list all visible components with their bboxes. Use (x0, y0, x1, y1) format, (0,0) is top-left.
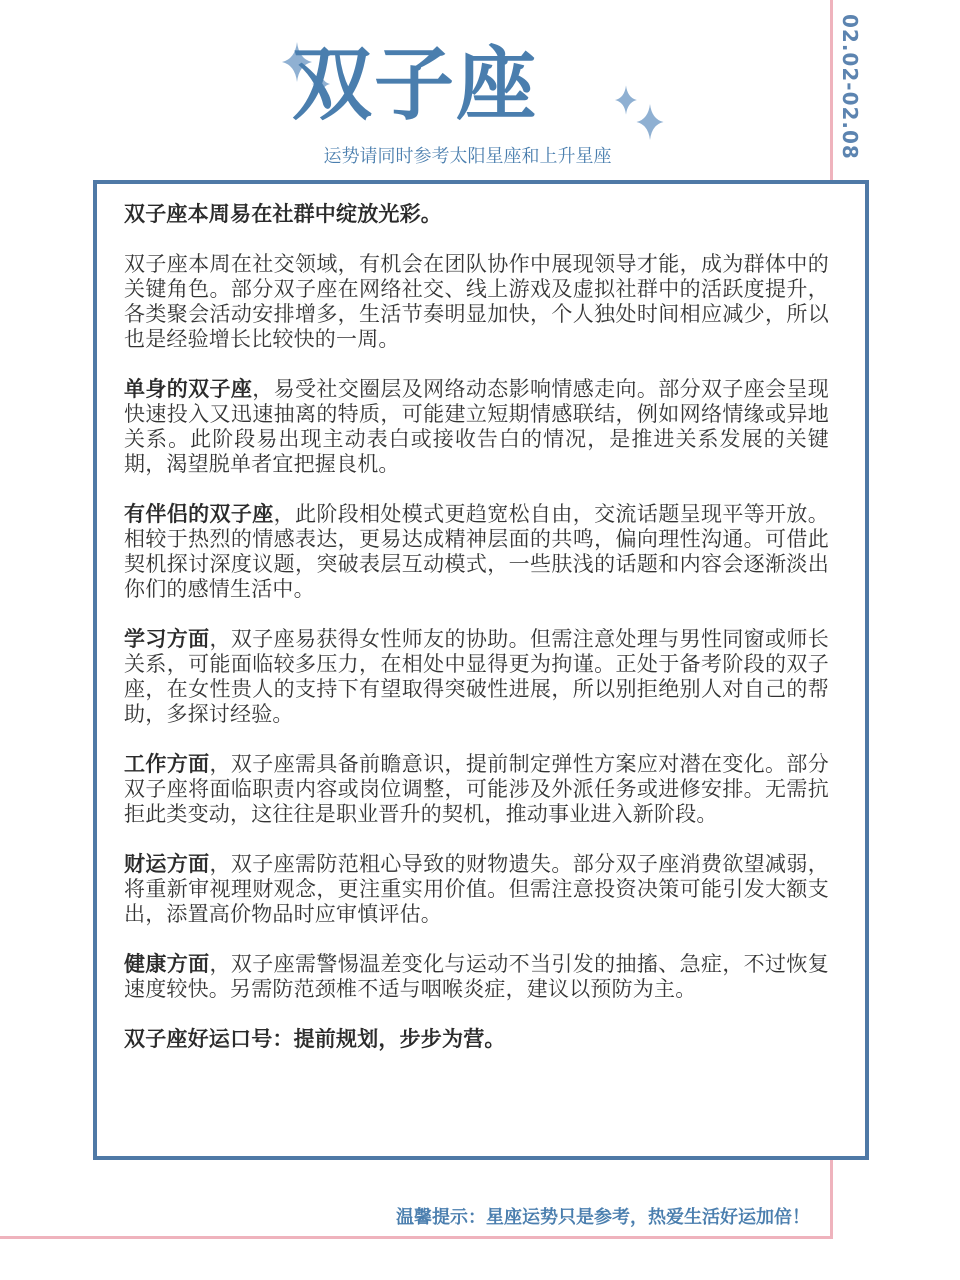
pink-frame-horizontal (0, 1236, 833, 1239)
overview-paragraph: 双子座本周在社交领域，有机会在团队协作中展现领导才能，成为群体中的关键角色。部分双子座在网络社交、线上游戏及虚拟社群中的活跃度提升，各类聚会活动安排增多，生活节奏明显加快，个人独处时间相应减少，所以也是经验增长比较快的一周。 (124, 252, 829, 351)
section-label: 学习方面 (124, 627, 210, 651)
section-wealth: 财运方面，双子座需防范粗心导致的财物遗失。部分双子座消费欲望减弱，将重新审视理财观念，更注重实用价值。但需注意投资决策可能引发大额支出，添置高价物品时应审慎评估。 (124, 852, 829, 926)
date-range: 02.02-02.08 (838, 14, 862, 160)
footer-tip: 温馨提示：星座运势只是参考，热爱生活好运加倍！ (396, 1207, 810, 1228)
section-health: 健康方面，双子座需警惕温差变化与运动不当引发的抽搐、急症，不过恢复速度较快。另需防范颈椎不适与咽喉炎症，建议以预防为主。 (124, 952, 829, 1001)
page-title: 双子座 (292, 38, 538, 131)
section-label: 健康方面 (124, 952, 210, 976)
section-partnered: 有伴侣的双子座，此阶段相处模式更趋宽松自由，交流话题呈现平等开放。相较于热烈的情感表达，更易达成精神层面的共鸣，偏向理性沟通。可借此契机探讨深度议题，突破表层互动模式，一些肤浅的话题和内容会逐渐淡出你们的感情生活中。 (124, 502, 830, 601)
headline: 双子座本周易在社群中绽放光彩。 (124, 202, 442, 226)
section-label: 财运方面 (124, 852, 210, 876)
page-subtitle: 运势请同时参考太阳星座和上升星座 (323, 146, 612, 167)
section-label: 单身的双子座 (124, 377, 253, 401)
section-single: 单身的双子座，易受社交圈层及网络动态影响情感走向。部分双子座会呈现快速投入又迅速抽离的特质，可能建立短期情感联结，例如网络情缘或异地关系。此阶段易出现主动表白或接收告白的情况，是推进关系发展的关键期，渴望脱单者宜把握良机。 (124, 377, 829, 476)
section-work: 工作方面，双子座需具备前瞻意识，提前制定弹性方案应对潜在变化。部分双子座将面临职责内容或岗位调整，可能涉及外派任务或进修安排。无需抗拒此类变动，这往往是职业晋升的契机，推动事业进入新阶段。 (124, 752, 829, 826)
horoscope-text (124, 202, 829, 1077)
section-study: 学习方面，双子座易获得女性师友的协助。但需注意处理与男性同窗或师长关系，可能面临较多压力，在相处中显得更为拘谨。正处于备考阶段的双子座，在女性贵人的支持下有望取得突破性进展，所以别拒绝别人对自己的帮助，多探讨经验。 (124, 627, 829, 726)
horoscope-content-box (93, 180, 869, 1160)
section-label: 工作方面 (124, 752, 210, 776)
section-label: 有伴侣的双子座 (124, 502, 274, 526)
slogan: 双子座好运口号：提前规划，步步为营。 (124, 1027, 506, 1051)
